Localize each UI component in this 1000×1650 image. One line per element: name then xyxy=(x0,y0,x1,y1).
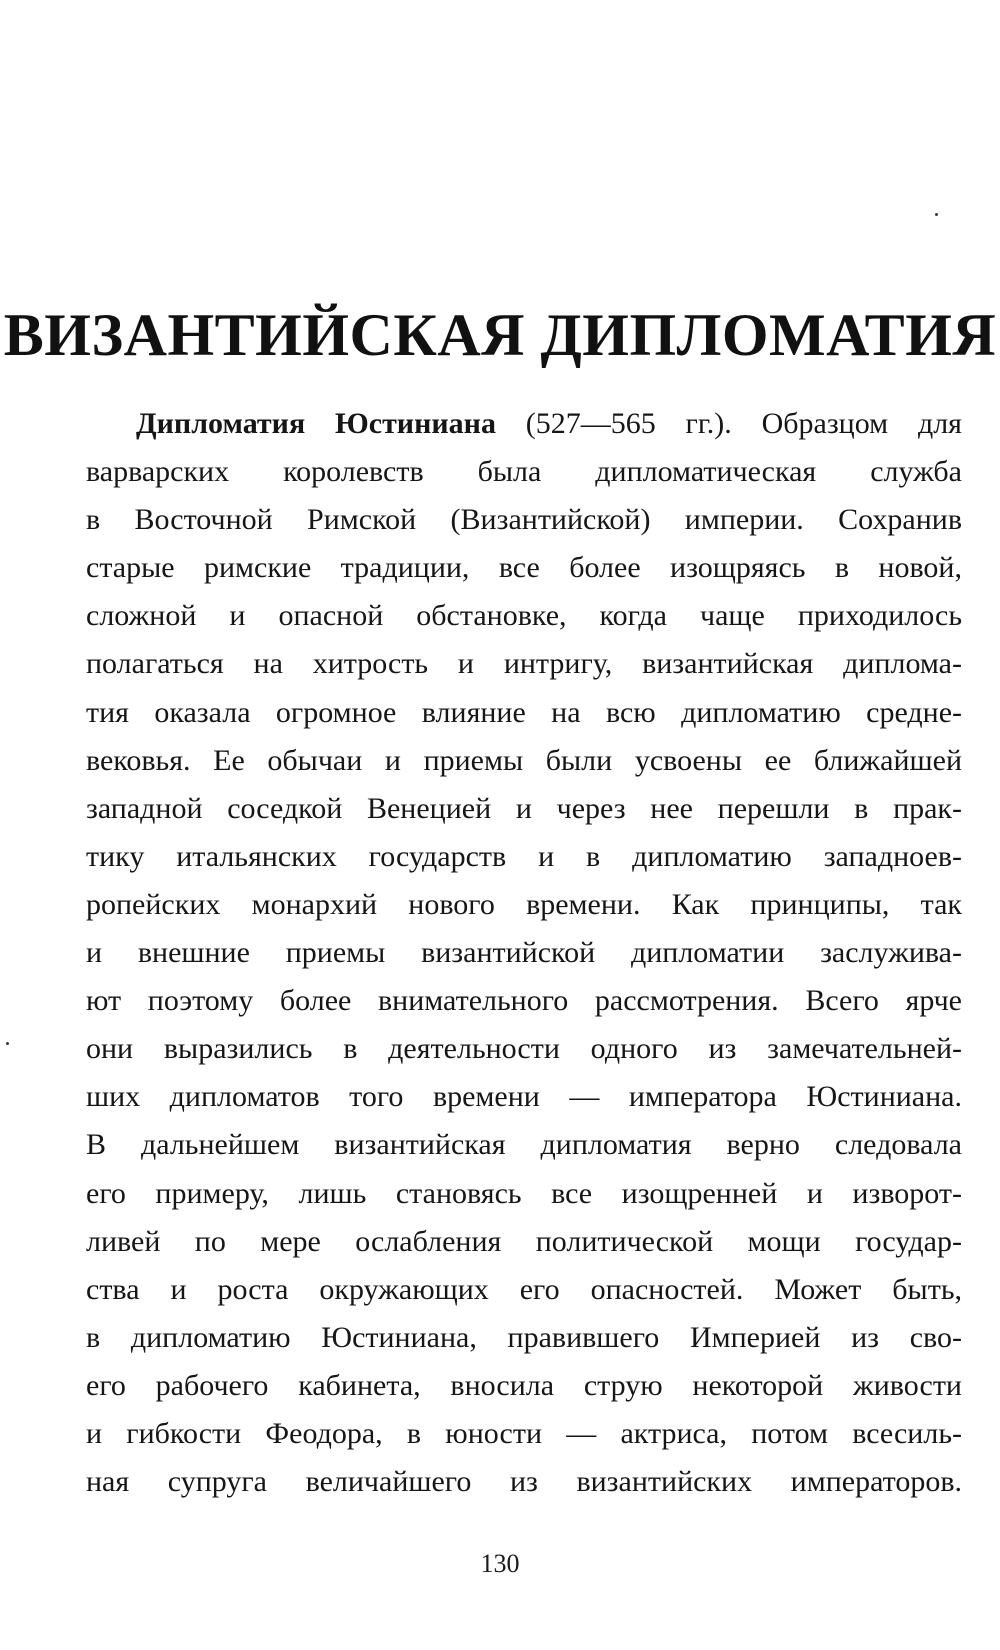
text-line: ших дипломатов того времени — императора Юстиниана. xyxy=(86,1080,962,1114)
text-line: тия оказала огромное влияние на всю дипломатию средне- xyxy=(86,695,962,729)
text-line: ливей по мере ослабления политической мощи государ- xyxy=(86,1224,962,1258)
text-line xyxy=(86,400,962,448)
text-line-segment: (527—565 гг.). Образцом для xyxy=(495,407,962,440)
text-line: и гибкости Феодора, в юности — актриса, потом всесиль- xyxy=(86,1416,962,1450)
text-line: ная супруга величайшего из византийских императоров. xyxy=(86,1465,962,1499)
text-line: и внешние приемы византийской дипломатии заслужива- xyxy=(86,936,962,970)
scan-speck xyxy=(6,1042,9,1045)
text-line: его рабочего кабинета, вносила струю некоторой живости xyxy=(86,1368,962,1402)
text-line: его примеру, лишь становясь все изощренней и изворот- xyxy=(86,1176,962,1210)
scan-speck xyxy=(935,213,938,216)
text-line: ропейских монархий нового времени. Как принципы, так xyxy=(86,887,962,921)
chapter-title: ВИЗАНТИЙСКАЯ ДИПЛОМАТИЯ xyxy=(3,302,997,368)
lead-bold-phrase: Дипломатия Юстиниана xyxy=(136,407,496,440)
text-line: варварских королевств была дипломатическая служба xyxy=(86,455,962,489)
text-line: вековья. Ее обычаи и приемы были усвоены ее ближайшей xyxy=(86,743,962,777)
text-line: полагаться на хитрость и интригу, византийская диплома- xyxy=(86,647,962,681)
text-line: тику итальянских государств и в дипломатию западноев- xyxy=(86,839,962,873)
text-line: в Восточной Римской (Византийской) империи. Сохранив xyxy=(86,503,962,537)
text-line: сложной и опасной обстановке, когда чаще приходилось xyxy=(86,599,962,633)
text-line: в дипломатию Юстиниана, правившего Империей из сво- xyxy=(86,1320,962,1354)
body-paragraph xyxy=(86,400,962,1506)
page-number: 130 xyxy=(480,1549,520,1578)
text-line: ют поэтому более внимательного рассмотрения. Всего ярче xyxy=(86,984,962,1018)
text-line: западной соседкой Венецией и через нее перешли в прак- xyxy=(86,791,962,825)
text-line: В дальнейшем византийская дипломатия верно следовала xyxy=(86,1128,962,1162)
text-line: они выразились в деятельности одного из замечательней- xyxy=(86,1032,962,1066)
text-line: старые римские традиции, все более изощряясь в новой, xyxy=(86,551,962,585)
text-line: ства и роста окружающих его опасностей. Может быть, xyxy=(86,1272,962,1306)
